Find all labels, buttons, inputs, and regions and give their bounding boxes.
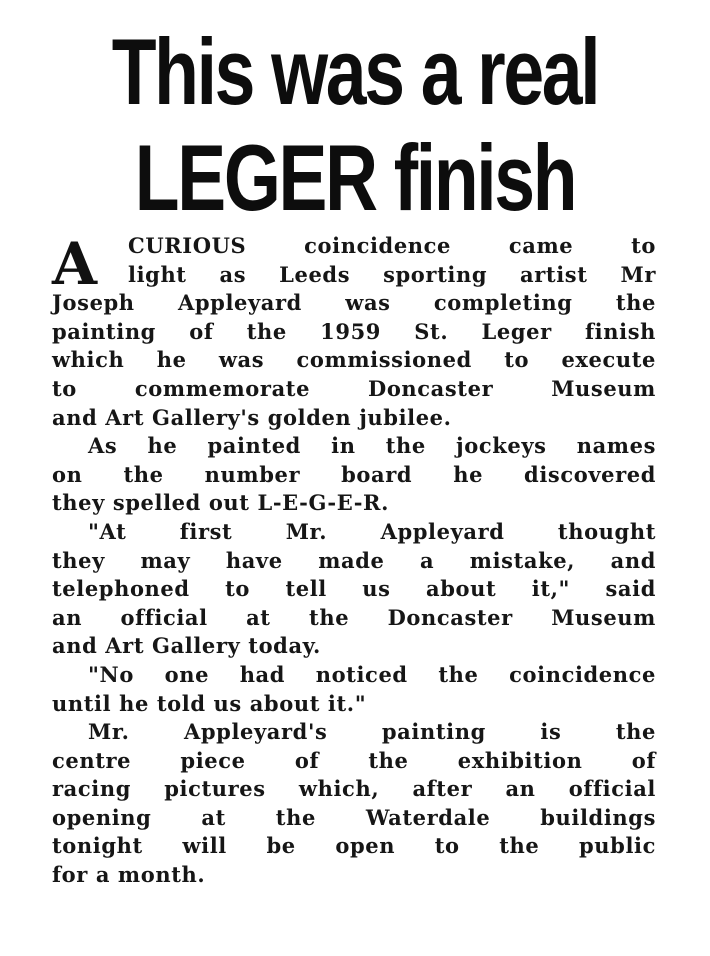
drop-cap: A [52,230,98,298]
article-line: an official at the Doncaster Museum [52,604,656,630]
article-line: tonight will be open to the public [52,833,656,859]
article-line: Joseph Appleyard was completing the [52,290,656,316]
article-line: centre piece of the exhibition of [52,747,656,773]
paragraph-2 [52,432,656,518]
article-line: which he was commissioned to execute [52,347,656,373]
article-line: opening at the Waterdale buildings [52,804,656,830]
article-line: "No one had noticed the coincidence [88,661,656,687]
paragraph-1 [52,232,656,432]
article-line: to commemorate Doncaster Museum [52,375,656,401]
article-body [52,232,656,890]
headline-line-1: This was a real [111,19,599,124]
article-line: CURIOUS coincidence came to [128,233,656,258]
article-line: racing pictures which, after an official [52,776,656,802]
article-line: until he told us about it." [52,690,367,716]
article-line: light as Leeds sporting artist Mr [128,261,656,287]
article-line: and Art Gallery's golden jubilee. [52,404,452,430]
article-line: and Art Gallery today. [52,633,321,659]
article-line: "At first Mr. Appleyard thought [88,518,656,544]
article-line: Mr. Appleyard's painting is the [88,719,656,745]
article-line: painting of the 1959 St. Leger finish [52,318,656,344]
paragraph-4 [52,661,656,718]
article-line: telephoned to tell us about it," said [52,576,656,602]
headline-line-2: LEGER finish [134,125,576,230]
paragraph-3 [52,518,656,661]
article-line: on the number board he discovered [52,461,656,487]
article-line: they may have made a mistake, and [52,547,656,573]
paragraph-5 [52,718,656,890]
article-line: they spelled out L-E-G-E-R. [52,490,390,516]
article-line: As he painted in the jockeys names [88,433,656,459]
article-line: for a month. [52,862,206,888]
